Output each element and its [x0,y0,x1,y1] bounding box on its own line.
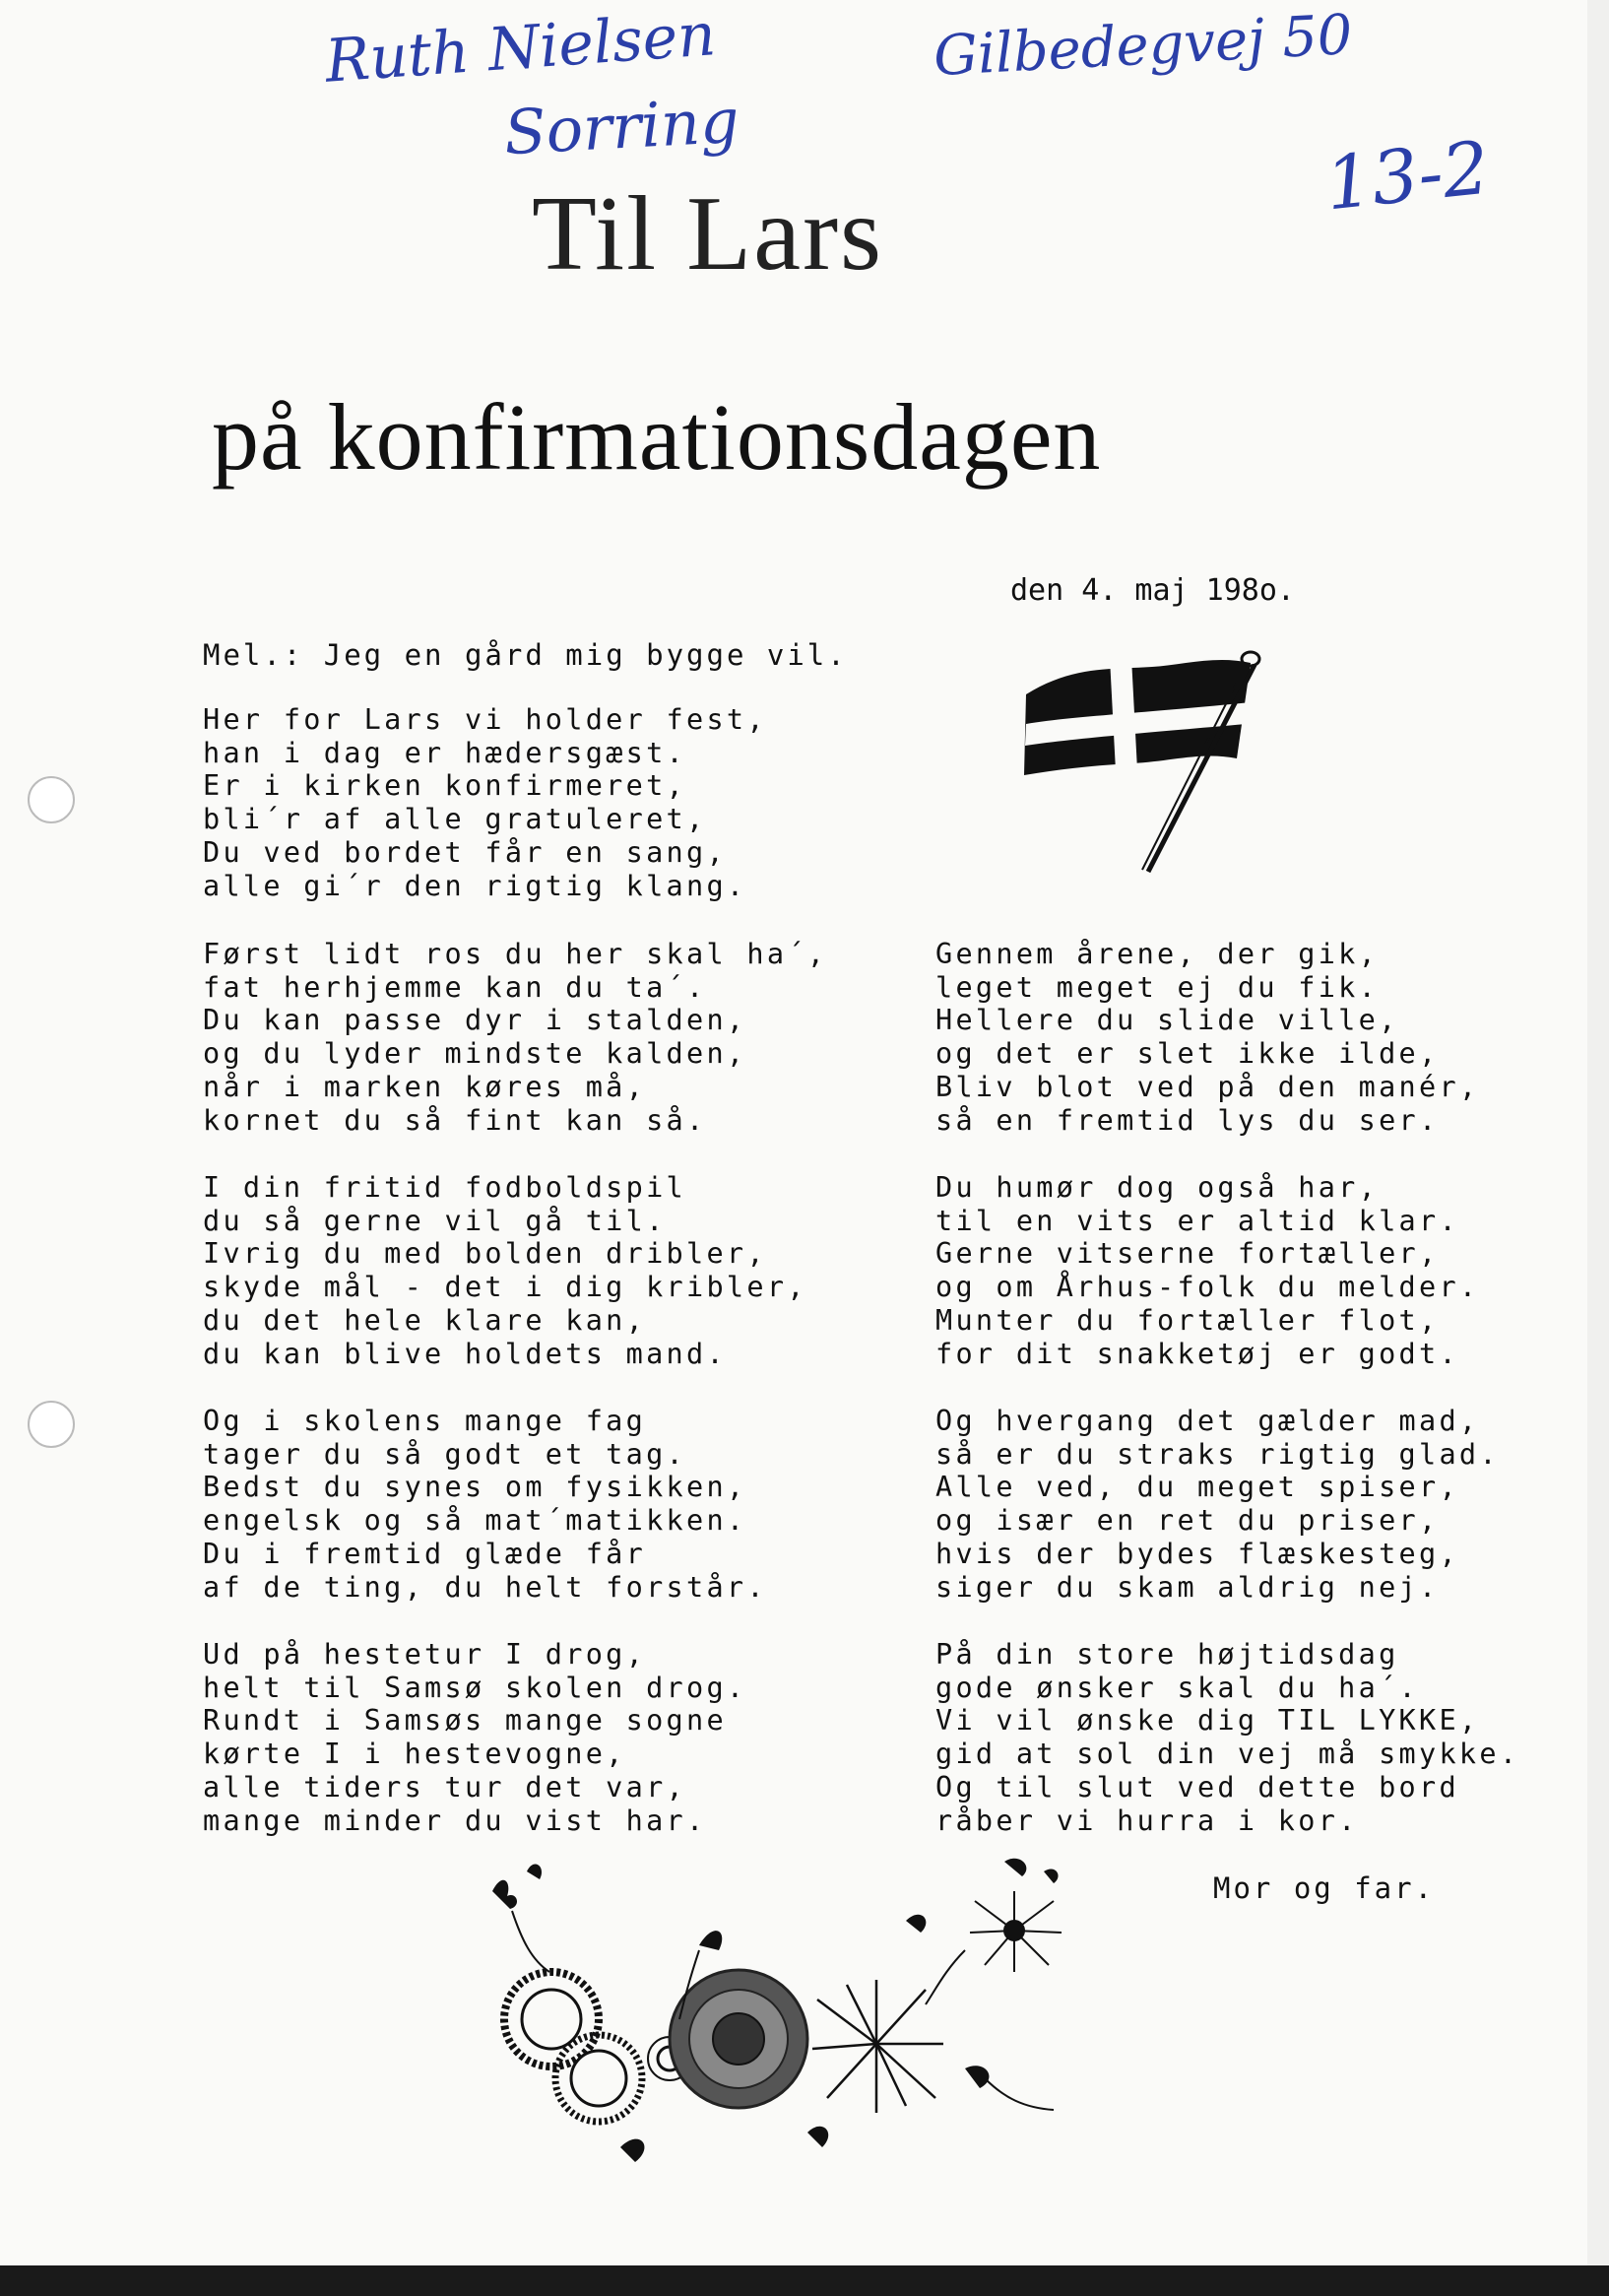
verse-line: mange minder du vist har. [203,1804,707,1837]
verse-line: Og i skolens mange fag [203,1405,647,1437]
handwritten-name: Ruth Nielsen [323,0,718,97]
verse-line: Alle ved, du meget spiser, [935,1471,1459,1504]
verse-line: Du kan passe dyr i stalden, [203,1004,747,1037]
signature: Mor og far. [1213,1871,1436,1905]
verse-line: Vi vil ønske dig TIL LYKKE, [935,1704,1480,1738]
verse-line: og det er slet ikke ilde, [935,1037,1440,1071]
verse-line: alle gi´r den rigtig klang. [203,869,747,902]
verse-line: alle tiders tur det var, [203,1770,687,1804]
verse-line: kornet du så fint kan så. [203,1103,707,1137]
punch-hole-bottom [28,1401,75,1448]
verse-line: Her for Lars vi holder fest, [203,703,767,736]
verse-line: så en fremtid lys du ser. [935,1103,1440,1137]
verse-line: engelsk og så mat´matikken. [203,1504,747,1538]
verse-line: Er i kirken konfirmeret, [203,769,687,803]
verse-line: Munter du fortæller flot, [935,1303,1440,1337]
handwritten-street: Gilbedegvej 50 [932,2,1354,90]
handwritten-town: Sorring [502,84,741,169]
verse [935,1638,1519,1837]
verse-line: Du humør dog også har, [935,1171,1380,1204]
verse-line: Gerne vitserne fortæller, [935,1237,1440,1271]
verse-line: Ud på hestetur I drog, [203,1638,647,1671]
page-subtitle: på konfirmationsdagen [212,384,1102,490]
verse-line: leget meget ej du fik. [935,970,1380,1004]
verse-line: gid at sol din vej må smykke. [935,1738,1520,1771]
verse-line: kørte I i hestevogne, [203,1738,626,1771]
verse-line: skyde mål - det i dig kribler, [203,1271,807,1304]
verse-line: så er du straks rigtig glad. [935,1437,1500,1471]
verse-line: for dit snakketøj er godt. [935,1337,1459,1370]
verse-line: helt til Samsø skolen drog. [203,1671,747,1704]
verse [935,1171,1479,1370]
verse-line: Du i fremtid glæde får [203,1537,647,1570]
verse-line: fat herhjemme kan du ta´. [203,970,707,1004]
verse-line: Du ved bordet får en sang, [203,835,727,869]
danish-flag-icon [1014,645,1270,891]
verse [935,1405,1500,1604]
verse-line: hvis der bydes flæskesteg, [935,1537,1459,1570]
verse-line: Og hvergang det gælder mad, [935,1405,1480,1437]
verse [203,1171,807,1370]
verse-line: Bliv blot ved på den manér, [935,1070,1480,1103]
verse-line: På din store højtidsdag [935,1638,1399,1671]
melody-line: Mel.: Jeg en gård mig bygge vil. [203,638,848,672]
verse [203,1638,746,1837]
verse-line: gode ønsker skal du ha´. [935,1671,1420,1704]
verse-line: og om Århus-folk du melder. [935,1271,1480,1304]
verse-line: tager du så godt et tag. [203,1437,687,1471]
verse [203,703,767,902]
verse-line: bli´r af alle gratuleret, [203,803,707,836]
page-edge-right [1587,0,1609,2265]
verse-line: Gennem årene, der gik, [935,938,1380,970]
verse-line: du kan blive holdets mand. [203,1337,727,1370]
date-line: den 4. maj 198o. [1010,573,1295,608]
verse-line: til en vits er altid klar. [935,1204,1459,1237]
verse-line: Ivrig du med bolden dribler, [203,1237,767,1271]
handwritten-code: 13-2 [1320,125,1494,228]
verse-line: råber vi hurra i kor. [935,1804,1359,1837]
verse-line: Først lidt ros du her skal ha´, [203,938,828,970]
verse-line: han i dag er hædersgæst. [203,736,687,769]
verse-line: af de ting, du helt forstår. [203,1570,767,1604]
verse-line: Hellere du slide ville, [935,1004,1399,1037]
flower-ornament-icon [473,1852,1083,2177]
page-title: Til Lars [532,175,884,293]
verse-line: siger du skam aldrig nej. [935,1570,1440,1604]
verse-line: Og til slut ved dette bord [935,1770,1459,1804]
punch-hole-top [28,776,75,823]
verse-line: når i marken køres må, [203,1070,647,1103]
verse-line: Bedst du synes om fysikken, [203,1471,747,1504]
verse [203,1405,767,1604]
verse-line: I din fritid fodboldspil [203,1171,687,1204]
verse [935,938,1479,1137]
verse-line: og du lyder mindste kalden, [203,1037,747,1071]
verse-line: og især en ret du priser, [935,1504,1440,1538]
verse-line: du det hele klare kan, [203,1303,647,1337]
verse-line: Rundt i Samsøs mange sogne [203,1704,727,1738]
verse-line: du så gerne vil gå til. [203,1204,667,1237]
page-edge-bottom [0,2265,1609,2296]
verse [203,938,827,1137]
